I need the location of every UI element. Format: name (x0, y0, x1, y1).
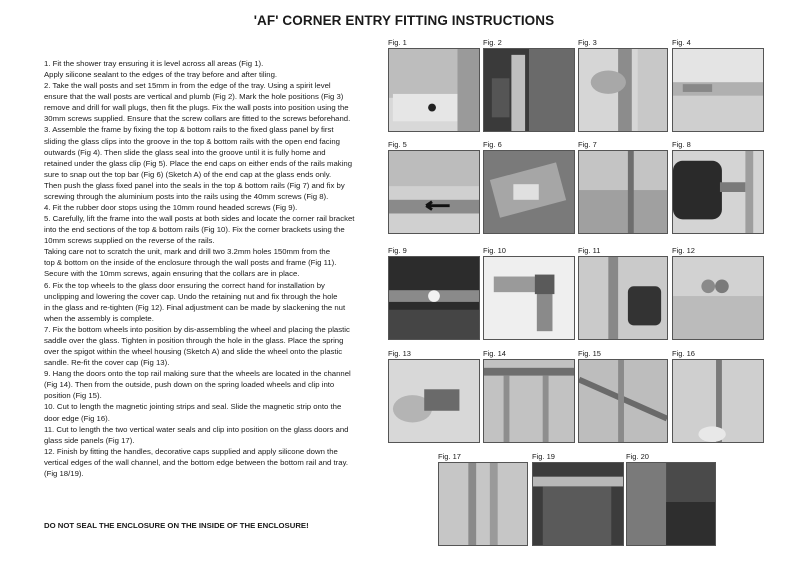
instruction-line: 10mm screws supplied on the reverse of the rails. (44, 236, 215, 246)
figure-photo (672, 359, 764, 443)
instruction-line: ensure that the wall posts are vertical and plumb (Fig 2). Mark the hole positions (Fig 3) (44, 92, 344, 102)
instruction-line: sandle. Re-fit the cover cap (Fig 13). (44, 358, 170, 368)
instruction-line: 11. Cut to length the two vertical water seals and clip into position on the glass doors and (44, 424, 349, 434)
figure-photo (578, 359, 668, 443)
instruction-line: (Fig 14). Then from the outside, push down on the spring loaded wheels and clip into (44, 380, 335, 390)
instruction-line: 2. Take the wall posts and set 15mm in from the edge of the tray. Using a spirit level (44, 81, 331, 91)
figure-caption: Fig. 5 (388, 140, 407, 149)
figure-caption: Fig. 15 (578, 349, 601, 358)
figure-photo (578, 256, 668, 340)
figure-caption: Fig. 6 (483, 140, 502, 149)
instruction-line: 7. Fix the bottom wheels into position by dis-assembling the wheel and placing the plastic (44, 324, 350, 334)
figure-photo (438, 462, 528, 546)
instruction-line: saddle over the glass. Tighten in position through the hole in the glass. Place the spring (44, 335, 344, 345)
instruction-line: 4. Fit the rubber door stops using the 10mm round headed screws (Fig 9). (44, 203, 298, 213)
instruction-line: over the spigot within the wheel housing (Sketch A) and slide the wheel onto the plastic (44, 347, 343, 357)
instruction-line: when the assembly is complete. (44, 313, 154, 323)
figure-photo (672, 150, 764, 234)
figure-photo (388, 150, 480, 234)
instruction-line: remove and drill for wall plugs, then fit the plugs. Fix the wall posts into position using the (44, 103, 349, 113)
instruction-line: 1. Fit the shower tray ensuring it is level across all areas (Fig 1). (44, 59, 264, 68)
instruction-line: screwing through the aluminium posts into the rails using the 40mm screws (Fig 8). (44, 191, 329, 201)
figure-photo (626, 462, 716, 546)
instruction-line: Secure with the 10mm screws, again ensuring that the collars are in place. (44, 269, 300, 279)
figure-caption: Fig. 20 (626, 452, 649, 461)
figure-photo (483, 48, 575, 132)
instruction-line: in the glass and re-tighten (Fig 12). Final adjustment can be made by slackening the nut (44, 302, 346, 312)
figure-photo (672, 256, 764, 340)
instruction-line: door edge (Fig 16). (44, 413, 110, 423)
instruction-line: sliding the glass clips into the groove in the top & bottom rails with the open end facing (44, 136, 340, 146)
page-title: 'AF' CORNER ENTRY FITTING INSTRUCTIONS (253, 13, 555, 28)
figure-photo (388, 48, 480, 132)
figure-caption: Fig. 11 (578, 246, 601, 255)
figure-caption: Fig. 4 (672, 38, 691, 47)
instruction-line: 12. Finish by fitting the handles, decorative caps supplied and apply silicone down the (44, 446, 338, 456)
instruction-line: vertical edges of the wall channel, and the bottom edge between the bottom rail and tray. (44, 457, 349, 467)
instruction-line: 3. Assemble the frame by fixing the top & bottom rails to the fixed glass panel by first (44, 125, 334, 135)
figure-caption: Fig. 9 (388, 246, 407, 255)
figure-caption: Fig. 8 (672, 140, 691, 149)
instruction-line: top & bottom on the inside of the enclosure through the wall posts and frame (Fig 11). (44, 258, 337, 268)
instruction-line: 6. Fix the top wheels to the glass door ensuring the correct hand for installation by (44, 280, 325, 290)
figure-caption: Fig. 12 (672, 246, 695, 255)
figure-caption: Fig. 19 (532, 452, 555, 461)
instruction-line: unclipping and lowering the cover cap. Undo the retaining nut and fix through the hole (44, 291, 338, 301)
figure-photo (532, 462, 624, 546)
instruction-line: sure to snap out the top bar (Fig 6) (Sketch A) of the end cap at the glass ends only. (44, 169, 332, 179)
instruction-line: 5. Carefully, lift the frame into the wall posts at both sides and locate the corner rail bracket (44, 214, 355, 224)
instruction-line: glass side panels (Fig 17). (44, 435, 135, 445)
figure-photo (388, 359, 480, 443)
warning-note: DO NOT SEAL THE ENCLOSURE ON THE INSIDE OF THE ENCLOSURE! (44, 521, 309, 530)
figure-caption: Fig. 16 (672, 349, 695, 358)
instruction-line: retained under the glass clip (Fig 5). Place the end caps on either ends of the rails making (44, 158, 353, 168)
instruction-line: 9. Hang the doors onto the top rail making sure that the wheels are located in the channel (44, 369, 351, 379)
figure-caption: Fig. 10 (483, 246, 506, 255)
figure-caption: Fig. 14 (483, 349, 506, 358)
figure-photo (388, 256, 480, 340)
instruction-line: (Fig 18/19). (44, 468, 84, 478)
figure-photo (578, 150, 668, 234)
instruction-line: Apply silicone sealant to the edges of the tray before and after tiling. (44, 70, 278, 80)
instruction-line: 10. Cut to length the magnetic jointing strips and seal. Slide the magnetic strip onto the (44, 402, 342, 412)
instruction-line: 30mm screws supplied. Ensure that the screw collars are fitted to the screws beforehand. (44, 114, 351, 124)
figure-photo (672, 48, 764, 132)
figure-photo (483, 256, 575, 340)
figure-photo (483, 359, 575, 443)
figure-caption: Fig. 1 (388, 38, 407, 47)
figure-caption: Fig. 7 (578, 140, 597, 149)
figure-photo (578, 48, 668, 132)
figure-caption: Fig. 2 (483, 38, 502, 47)
instruction-line: Then push the glass fixed panel into the seals in the top & bottom rails (Fig 7) and fix by (44, 180, 345, 190)
figure-caption: Fig. 17 (438, 452, 461, 461)
figure-caption: Fig. 3 (578, 38, 597, 47)
figure-photo (483, 150, 575, 234)
figure-caption: Fig. 13 (388, 349, 411, 358)
instruction-line: into the end sections of the top & bottom rails (Fig 10). Fix the corner brackets using the (44, 225, 345, 235)
instruction-line: position (Fig 15). (44, 391, 102, 401)
instructions-text (44, 58, 381, 479)
instruction-line: Taking care not to scratch the unit, mark and drill two 3.2mm holes 150mm from the (44, 247, 331, 257)
instruction-line: outwards (Fig 4). Then slide the glass seal into the groove until it is fully home and (44, 147, 326, 157)
